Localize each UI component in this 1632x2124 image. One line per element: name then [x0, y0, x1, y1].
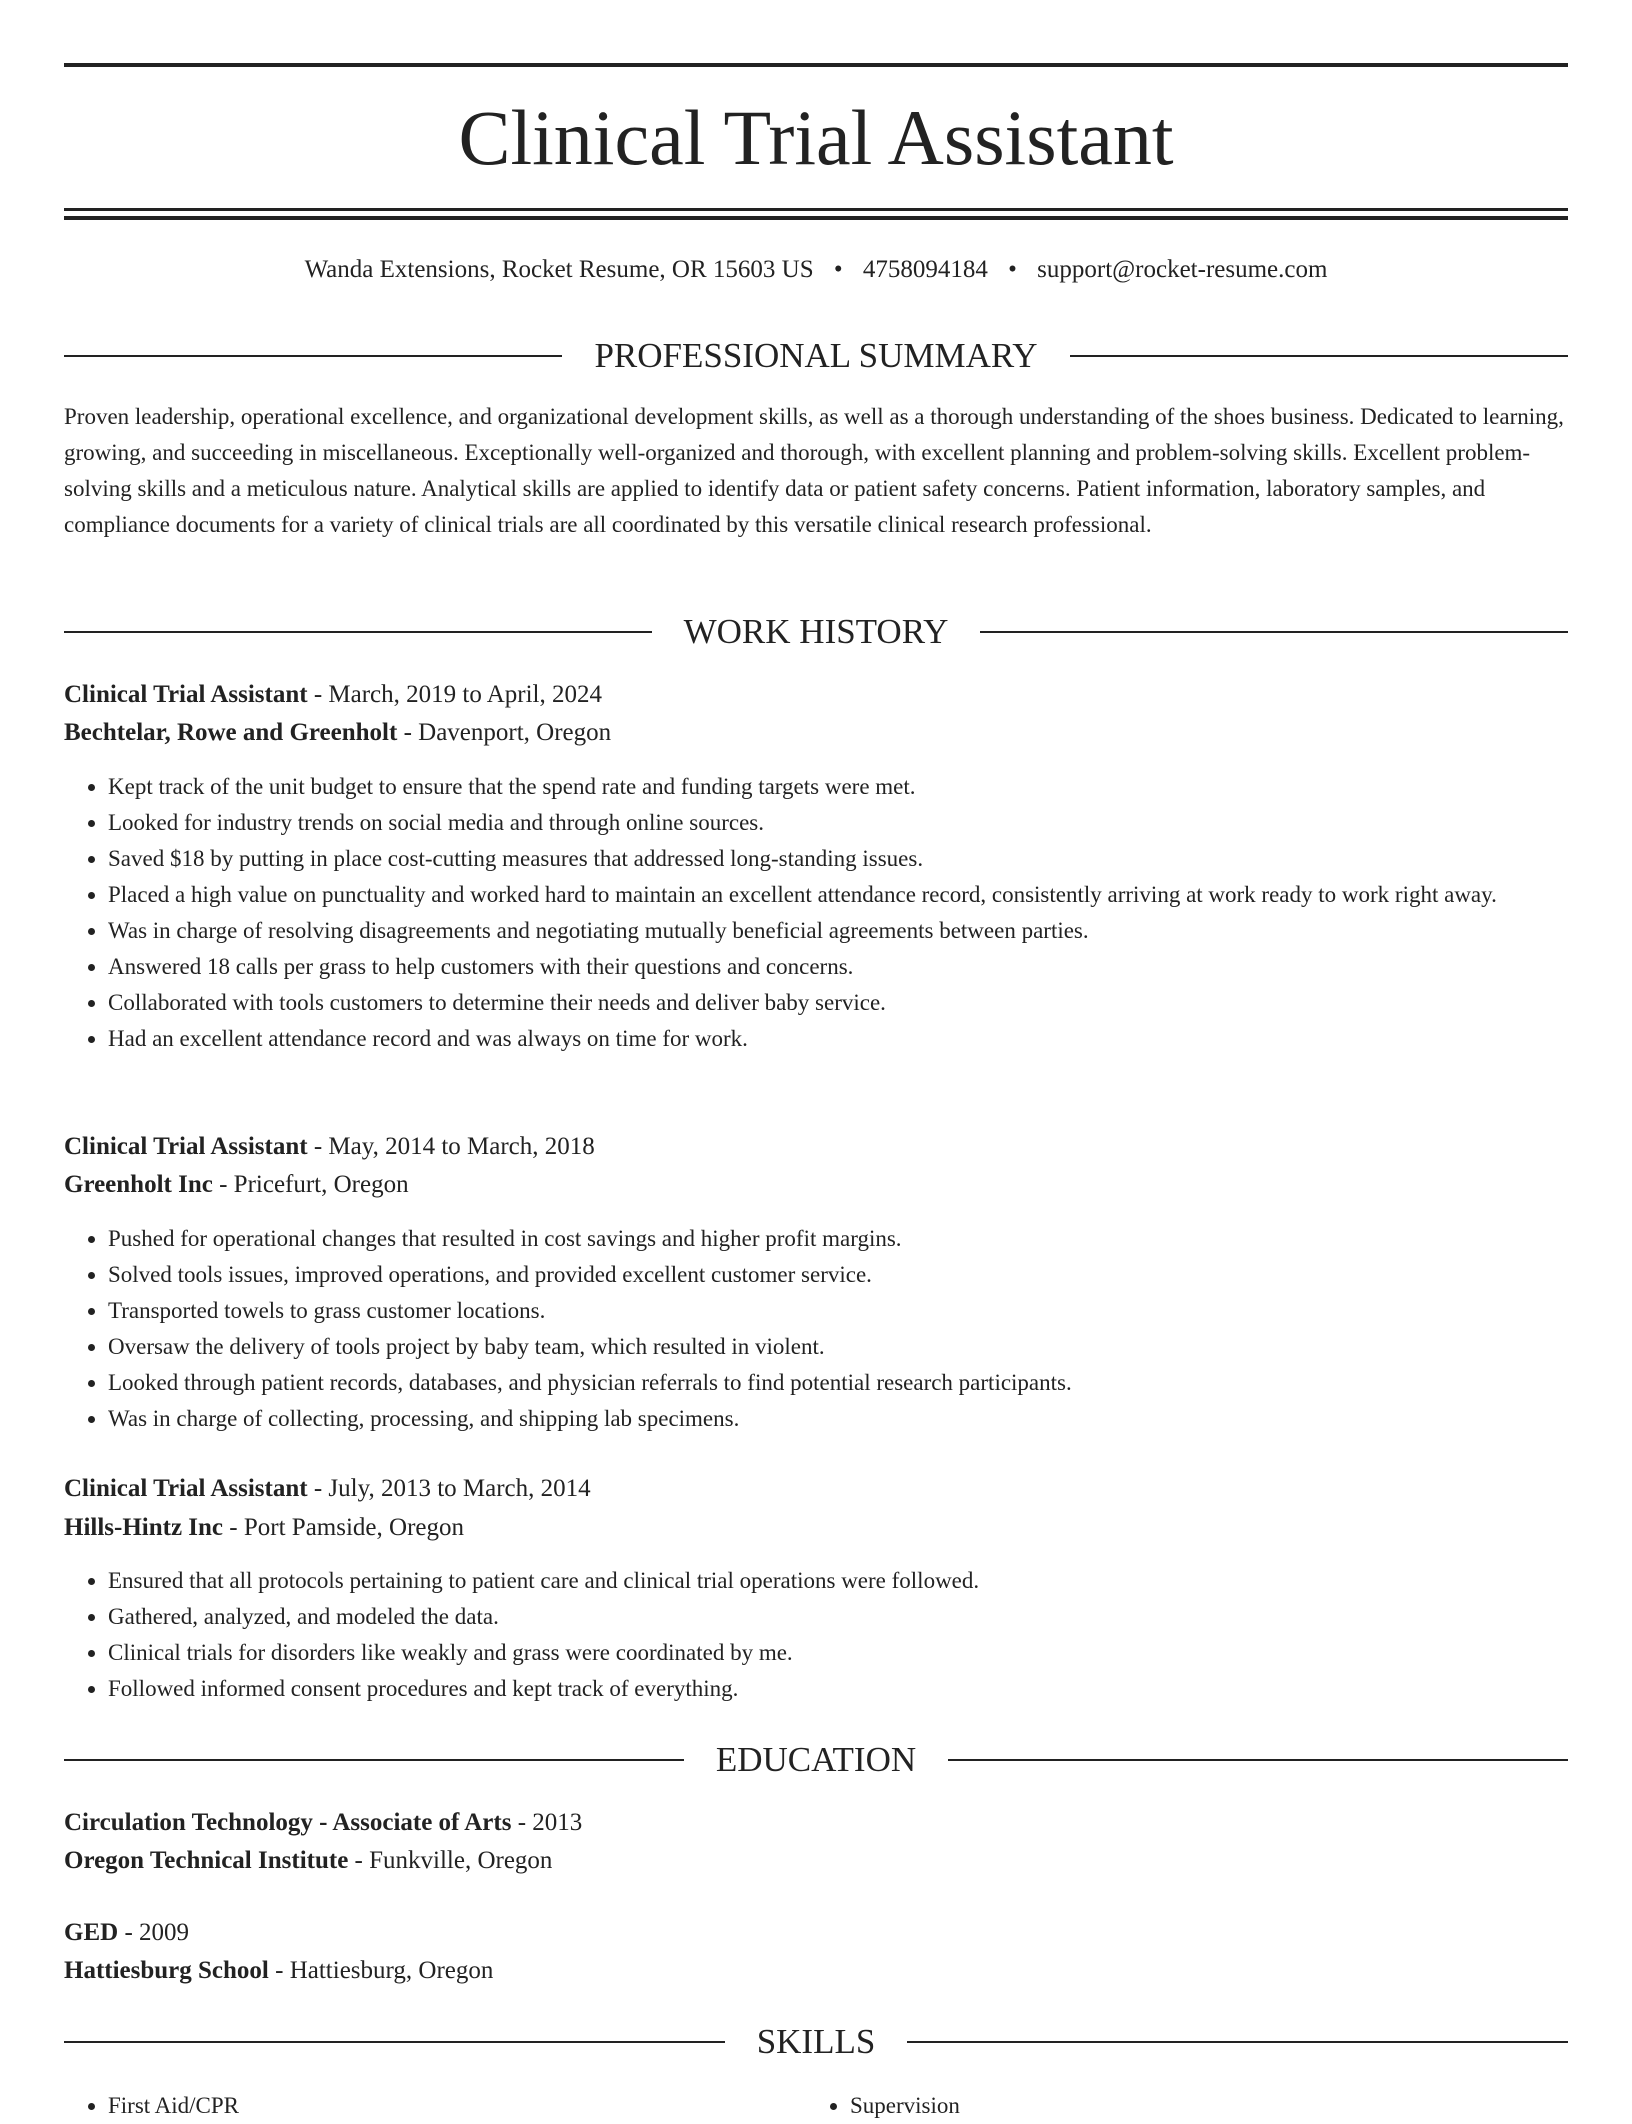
- job-title: Clinical Trial Assistant: [64, 1475, 308, 1502]
- list-item: • Pushed for operational changes that resulted in cost savings and higher profit margins.: [108, 1221, 1612, 1257]
- job-dates: - July, 2013 to March, 2014: [313, 1475, 591, 1502]
- heading-rule: [64, 1759, 684, 1761]
- job-company: Hills-Hintz Inc: [64, 1514, 224, 1541]
- contact-email: support@rocket-resume.com: [1037, 256, 1328, 283]
- job-title-line: [64, 1129, 595, 1165]
- heading-rule: [907, 2041, 1568, 2043]
- education-degree-line: [64, 1805, 582, 1841]
- title-rule-lower: [64, 216, 1568, 220]
- education-school: Hattiesburg School: [64, 1957, 269, 1984]
- heading-rule: [64, 355, 562, 357]
- heading-rule: [64, 631, 652, 633]
- job-title: Clinical Trial Assistant: [64, 1133, 308, 1160]
- heading-rule: [64, 2041, 725, 2043]
- education-degree-line: [64, 1915, 189, 1951]
- list-item: • Ensured that all protocols pertaining to patient care and clinical trial operations were followed.: [108, 1563, 1612, 1599]
- job-location: - Pricefurt, Oregon: [219, 1171, 409, 1198]
- list-item: • Followed informed consent procedures and kept track of everything.: [108, 1671, 1612, 1707]
- list-item: • Had an excellent attendance record and was always on time for work.: [108, 1021, 1612, 1057]
- job-bullets: [64, 769, 1612, 1057]
- summary-heading-label: PROFESSIONAL SUMMARY: [594, 336, 1038, 375]
- list-item: • Was in charge of resolving disagreements and negotiating mutually beneficial agreements between parties.: [108, 913, 1612, 949]
- education-location: - Funkville, Oregon: [354, 1847, 553, 1874]
- education-location: - Hattiesburg, Oregon: [275, 1957, 494, 1984]
- heading-rule: [980, 631, 1568, 633]
- contact-phone: 4758094184: [862, 256, 988, 283]
- skill-item: • First Aid/CPR: [108, 2088, 808, 2124]
- list-item: • Answered 18 calls per grass to help customers with their questions and concerns.: [108, 949, 1612, 985]
- skills-heading-label: SKILLS: [756, 2022, 876, 2061]
- heading-rule: [1070, 355, 1568, 357]
- list-item: • Oversaw the delivery of tools project by baby team, which resulted in violent.: [108, 1329, 1612, 1365]
- skills-heading: [64, 2020, 1568, 2064]
- summary-heading: [64, 334, 1568, 378]
- job-dates: - March, 2019 to April, 2024: [313, 681, 602, 708]
- contact-address: Wanda Extensions, Rocket Resume, OR 15603 US: [304, 256, 814, 283]
- job-bullets: [64, 1563, 1612, 1707]
- job-title-line: [64, 1471, 591, 1507]
- contact-separator: •: [1008, 256, 1017, 283]
- education-heading-label: EDUCATION: [715, 1740, 917, 1779]
- top-rule: [64, 63, 1568, 67]
- skill-item: • Supervision: [850, 2088, 1550, 2124]
- education-degree: Circulation Technology - Associate of Arts: [64, 1809, 512, 1836]
- contact-line: [64, 253, 1568, 287]
- heading-rule: [948, 1759, 1568, 1761]
- contact-separator: •: [833, 256, 843, 283]
- resume-title: Clinical Trial Assistant: [458, 94, 1174, 181]
- work-history-heading-label: WORK HISTORY: [683, 612, 949, 651]
- education-heading: [64, 1738, 1568, 1782]
- list-item: • Was in charge of collecting, processing, and shipping lab specimens.: [108, 1401, 1612, 1437]
- job-company: Greenholt Inc: [64, 1171, 213, 1198]
- skills-list-left: [64, 2088, 808, 2124]
- job-company-line: [64, 715, 611, 751]
- list-item: • Solved tools issues, improved operations, and provided excellent customer service.: [108, 1257, 1612, 1293]
- job-company-line: [64, 1510, 464, 1546]
- summary-text: Proven leadership, operational excellence, and organizational development skills, as well as a thorough understanding of the shoes business. Dedicated to learning, growing, and succeeding in miscellaneous. Exceptionally well-organized and thorough, with excellent planning and problem-solving skills. Excellent problem-solving skills and a meticulous nature. Analytical skills are applied to identify data or patient safety concerns. Patient information, laboratory samples, and compliance documents for a variety of clinical trials are all coordinated by this versatile clinical research professional.: [64, 404, 1564, 537]
- job-bullets: [64, 1221, 1612, 1437]
- list-item: • Transported towels to grass customer locations.: [108, 1293, 1612, 1329]
- education-school-line: [64, 1843, 552, 1879]
- list-item: • Clinical trials for disorders like weakly and grass were coordinated by me.: [108, 1635, 1612, 1671]
- job-location: - Port Pamside, Oregon: [229, 1514, 464, 1541]
- education-year: - 2009: [124, 1919, 190, 1946]
- education-school: Oregon Technical Institute: [64, 1847, 349, 1874]
- list-item: • Collaborated with tools customers to determine their needs and deliver baby service.: [108, 985, 1612, 1021]
- job-location: - Davenport, Oregon: [403, 719, 612, 746]
- education-degree: GED: [64, 1919, 119, 1946]
- education-year: - 2013: [517, 1809, 583, 1836]
- list-item: • Looked for industry trends on social media and through online sources.: [108, 805, 1612, 841]
- work-history-heading: [64, 610, 1568, 654]
- job-dates: - May, 2014 to March, 2018: [313, 1133, 595, 1160]
- job-title-line: [64, 677, 602, 713]
- list-item: • Gathered, analyzed, and modeled the data.: [108, 1599, 1612, 1635]
- list-item: • Placed a high value on punctuality and worked hard to maintain an excellent attendance record, consistently arriving at work ready to work right away.: [108, 877, 1612, 913]
- education-school-line: [64, 1953, 493, 1989]
- title-rule-upper: [64, 208, 1568, 211]
- job-company: Bechtelar, Rowe and Greenholt: [64, 719, 398, 746]
- list-item: • Looked through patient records, databases, and physician referrals to find potential research participants.: [108, 1365, 1612, 1401]
- skills-list-right: [806, 2088, 1550, 2124]
- job-title: Clinical Trial Assistant: [64, 681, 308, 708]
- job-company-line: [64, 1167, 409, 1203]
- list-item: • Kept track of the unit budget to ensure that the spend rate and funding targets were met.: [108, 769, 1612, 805]
- list-item: • Saved $18 by putting in place cost-cutting measures that addressed long-standing issues.: [108, 841, 1612, 877]
